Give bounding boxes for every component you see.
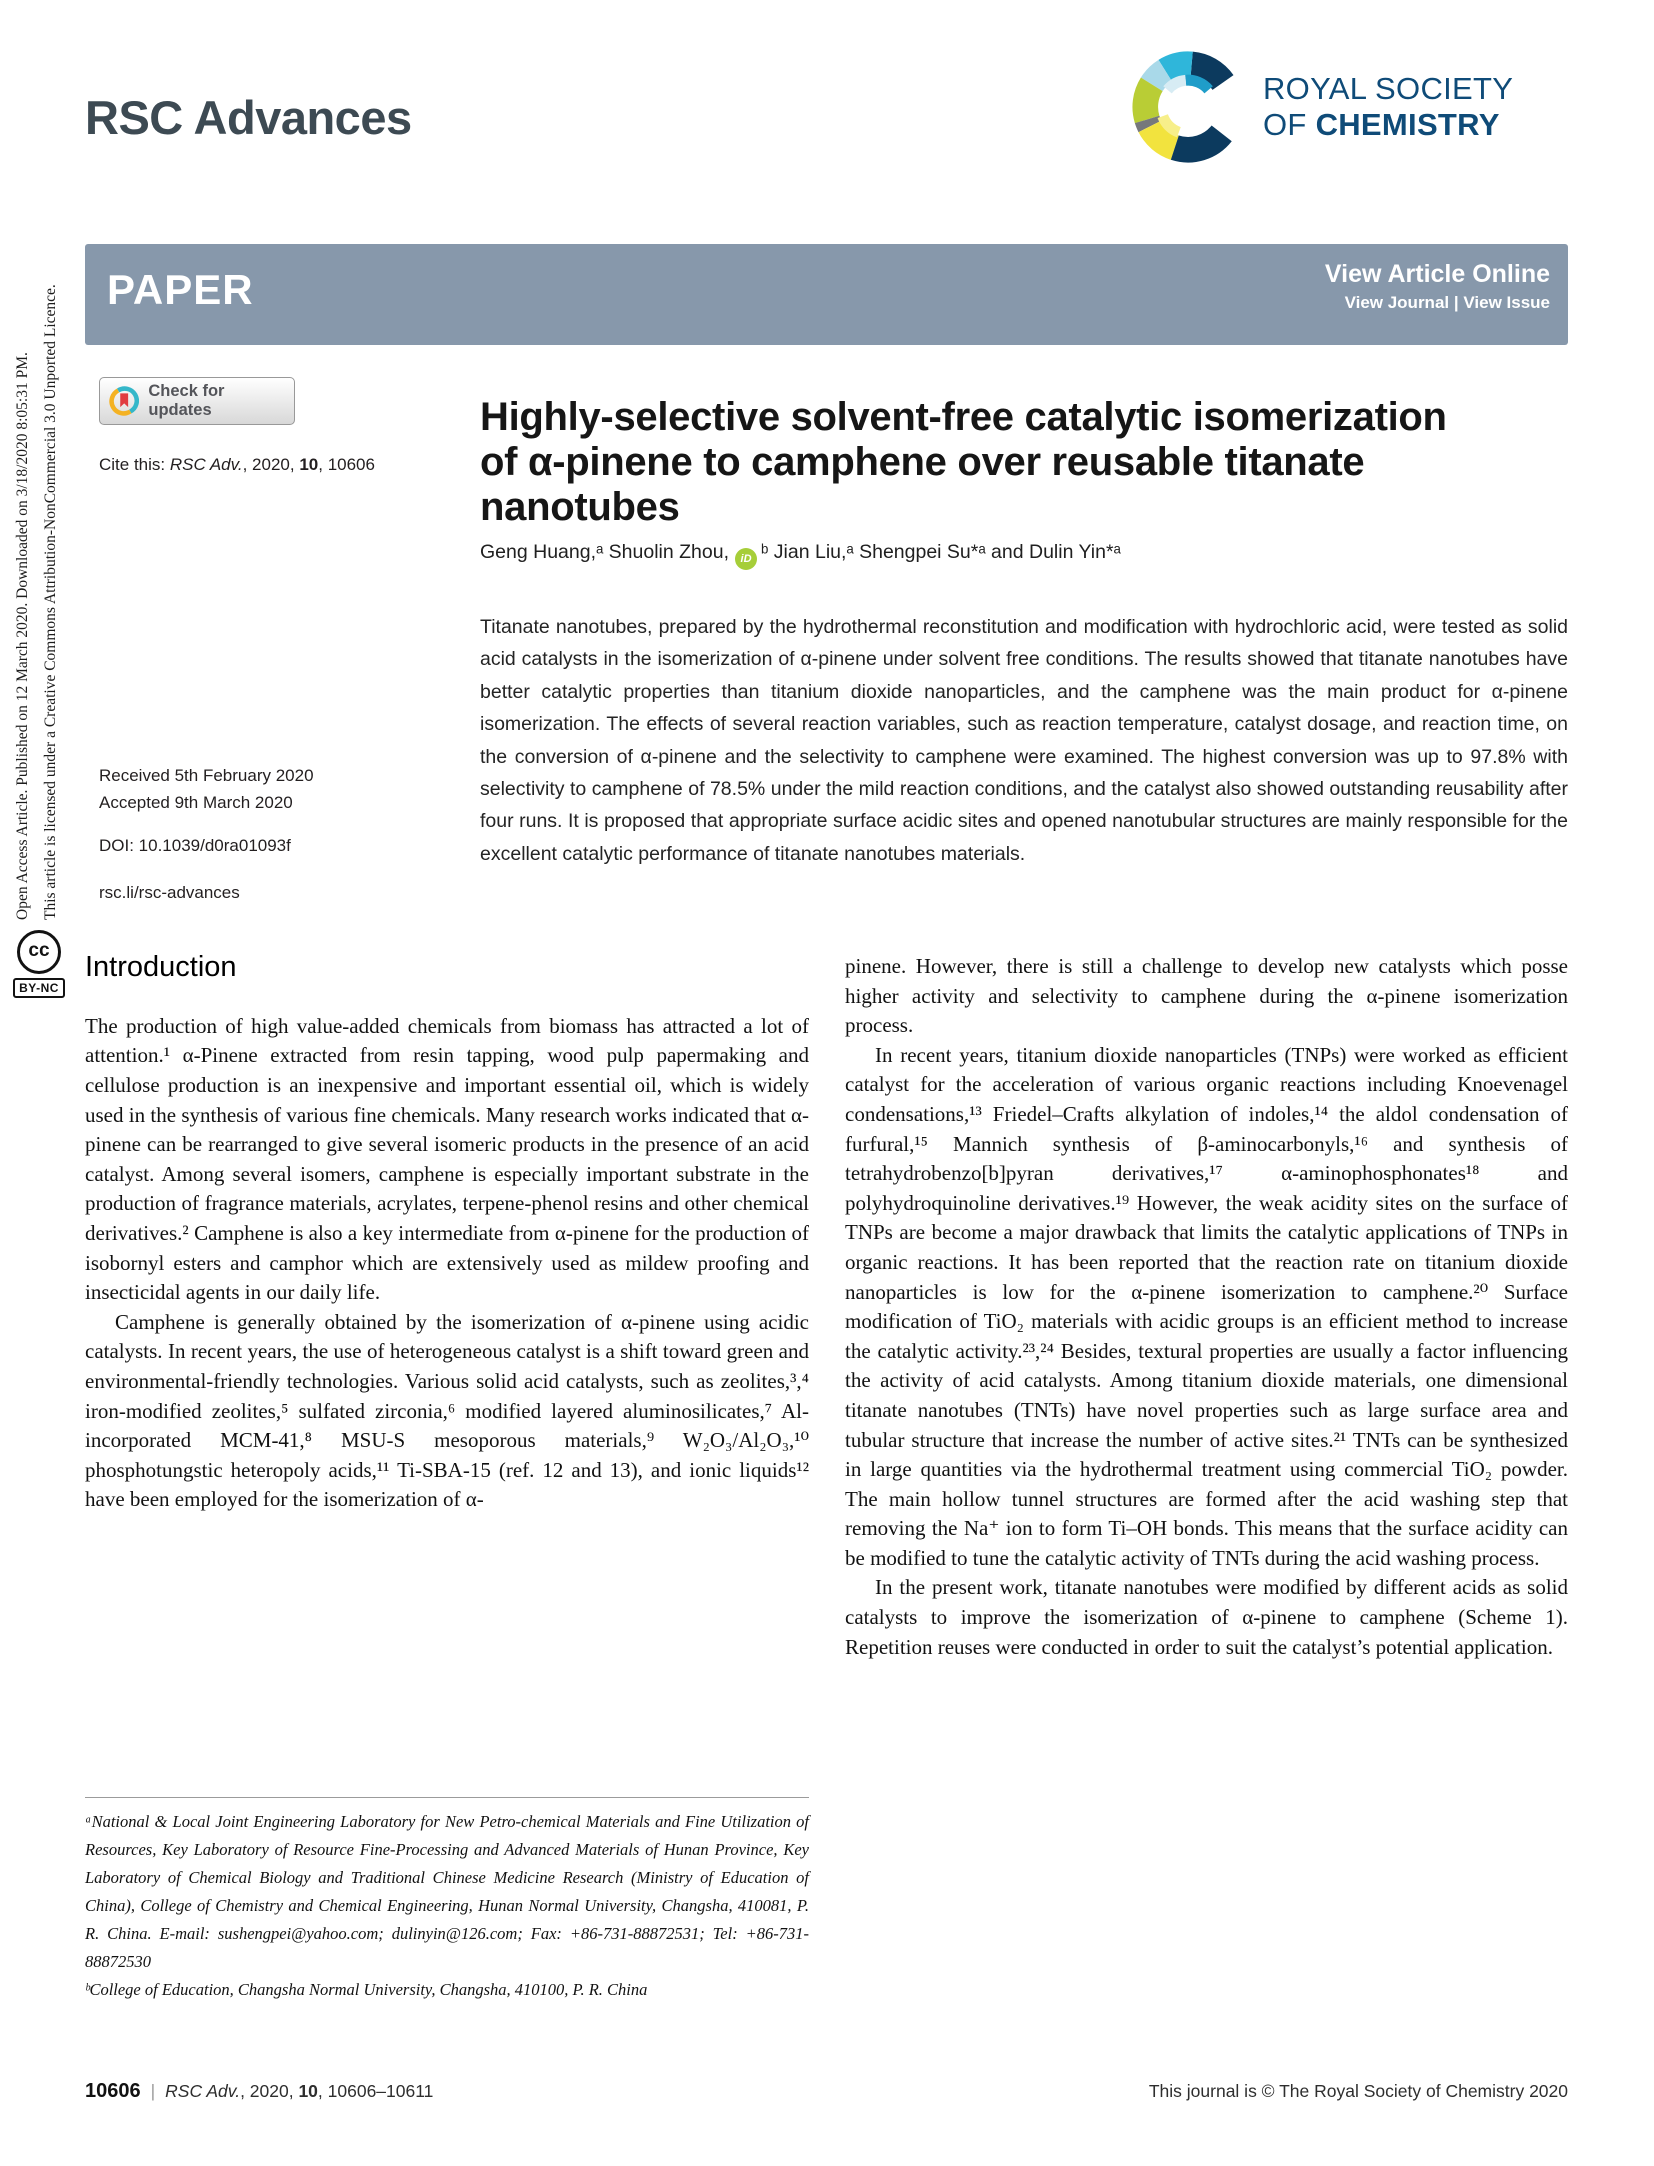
affiliations bbox=[85, 1797, 809, 2004]
check-for-updates-button[interactable] bbox=[99, 377, 295, 425]
intro-paragraph-5: In the present work, titanate nanotubes were modified by different acids as solid catalysts to improve the isomerization of α-pinene to camphene (Scheme 1). Repetition reuses were conducted in order to suit the catalyst’s potential application. bbox=[845, 1575, 1568, 1659]
view-links-divider: | bbox=[1453, 293, 1459, 312]
orcid-icon[interactable]: iD bbox=[735, 548, 757, 570]
view-journal-link[interactable]: View Journal bbox=[1344, 293, 1450, 312]
received-date: Received 5th February 2020 bbox=[99, 766, 314, 785]
rsc-logo-line1: ROYAL SOCIETY bbox=[1263, 71, 1514, 106]
accepted-date: Accepted 9th March 2020 bbox=[99, 793, 293, 812]
authors-rest: ᵇ Jian Liu,ᵃ Shengpei Su*ᵃ and Dulin Yin*ᵃ bbox=[761, 541, 1121, 563]
crossmark-icon bbox=[109, 385, 139, 417]
footer-citation bbox=[85, 2080, 433, 2103]
rsc-c-swirl-icon bbox=[1127, 46, 1249, 168]
license-statement: This article is licensed under a Creative Commons Attribution-NonCommercial 3.0 Unported Licence. bbox=[42, 284, 59, 920]
affiliation-a: ᵃNational & Local Joint Engineering Laboratory for New Petro-chemical Materials and Fine Utilization of Resources, Key Laboratory of Resource Fine-Processing and Advanced Materials of Hunan Province, Key Laboratory of Chemical Biology and Traditional Chinese Medicine Research (Ministry of Education of China), College of Chemistry and Chemical Engineering, Hunan Normal University, Changsha, 410081, P. R. China. E-mail: sushengpei@yahoo.com; dulinyin@126.com; Fax: +86-731-88872531; Tel: +86-731-88872530 bbox=[85, 1812, 809, 1971]
body-right-column bbox=[845, 952, 1568, 1662]
creative-commons-icon: cc bbox=[17, 930, 61, 974]
article-type-label: PAPER bbox=[107, 266, 254, 313]
footer-copyright: This journal is © The Royal Society of Chemistry 2020 bbox=[1148, 2081, 1568, 2101]
rsc-logo bbox=[1127, 46, 1513, 168]
footer-divider: | bbox=[150, 2081, 156, 2101]
section-heading-introduction: Introduction bbox=[85, 951, 237, 983]
view-links bbox=[1325, 293, 1550, 313]
cc-license-label: BY-NC bbox=[13, 978, 65, 998]
page-number: 10606 bbox=[85, 2080, 141, 2102]
article-title: Highly-selective solvent-free catalytic isomerization of α-pinene to camphene over reusable titanate nanotubes bbox=[480, 394, 1447, 529]
body-left-column bbox=[85, 952, 809, 1515]
rsc-logo-line2: OF CHEMISTRY bbox=[1263, 107, 1500, 142]
abstract: Titanate nanotubes, prepared by the hydrothermal reconstitution and modification with hydrochloric acid, were tested as solid acid catalysts in the isomerization of α-pinene under solvent free conditions. The results showed that titanate nanotubes have better catalytic properties than titanium dioxide nanoparticles, and the camphene was the main product for α-pinene isomerization. The effects of several reaction variables, such as reaction temperature, catalyst dosage, and reaction time, on the conversion of α-pinene and the selectivity to camphene were examined. The highest conversion was up to 97.8% with selectivity to camphene of 78.5% under the mild reaction conditions, and the catalyst also showed outstanding reusability after four runs. It is proposed that appropriate surface acidic sites and opened nanotubular structures are mainly responsible for the excellent catalytic performance of titanate nanotubes materials. bbox=[480, 616, 1568, 865]
doi: DOI: 10.1039/d0ra01093f bbox=[99, 836, 291, 855]
intro-paragraph-1: The production of high value-added chemicals from biomass has attracted a lot of attention.¹ α-Pinene extracted from resin tapping, wood pulp papermaking and cellulose production is an inexpensive and important essential oil, which is widely used in the synthesis of various fine chemicals. Many research works indicated that α-pinene can be rearranged to give several isomeric products in the presence of an acid catalyst. Among several isomers, camphene is especially important substrate in the production of fragrance materials, acrylates, terpene-phenol resins and other chemical derivatives.² Camphene is also a key intermediate from α-pinene for the production of isobornyl esters and camphor which are extensively used as mildew proofing and insecticidal agents in our daily life. bbox=[85, 1013, 809, 1305]
view-options bbox=[1325, 260, 1550, 313]
view-issue-link[interactable]: View Issue bbox=[1463, 293, 1550, 312]
intro-paragraph-4: In recent years, titanium dioxide nanoparticles (TNPs) were worked as efficient catalyst for the acceleration of various organic reactions including Knoevenagel condensations,¹³ Friedel–Crafts alkylation of indoles,¹⁴ the aldol condensation of furfural,¹⁵ Mannich synthesis of β-aminocarbonyls,¹⁶ and synthesis of tetrahydrobenzo[b]pyran derivatives,¹⁷ α-aminophosphonates¹⁸ and polyhydroquinoline derivatives.¹⁹ However, the weak acidity sites on the surface of TNPs are become a major drawback that limits the catalytic applications of TNPs in organic reactions. It has been reported that the reaction rate on titanium dioxide nanoparticles is low for the α-pinene isomerization to camphene.²⁰ Surface modification of TiO₂ materials with acidic groups is an efficient method to increase the catalytic activity.²³,²⁴ Besides, textural properties are usually a factor influencing the activity of acid catalysts. Among titanium dioxide materials, one dimensional titanate nanotubes (TNTs) have novel properties such as large surface area and tubular structure that increase the number of active sites.²¹ TNTs can be synthesized in large quantities via the hydrothermal treatment using commercial TiO₂ powder. The main hollow tunnel structures are formed after the acid washing step that removing the Na⁺ ion to form Ti–OH bonds. This means that the surface acidity can be modified to tune the catalytic activity of TNTs during the acid washing process. bbox=[845, 1042, 1568, 1570]
authors-first: Geng Huang,ᵃ Shuolin Zhou, bbox=[480, 541, 730, 563]
citation-line: Cite this: RSC Adv., 2020, 10, 10606 bbox=[99, 455, 375, 474]
received-accepted bbox=[99, 762, 314, 816]
rsc-link[interactable]: rsc.li/rsc-advances bbox=[99, 883, 240, 902]
view-article-online-link[interactable]: View Article Online bbox=[1324, 260, 1550, 288]
affiliation-b: ᵇCollege of Education, Changsha Normal University, Changsha, 410100, P. R. China bbox=[85, 1980, 648, 1999]
page-footer bbox=[85, 2080, 1568, 2103]
cc-by-nc-badge[interactable] bbox=[8, 930, 70, 998]
rsc-logo-text bbox=[1263, 71, 1513, 143]
footer-journal-ref: RSC Adv., 2020, 10, 10606–10611 bbox=[165, 2081, 434, 2101]
journal-title: RSC Advances bbox=[85, 91, 412, 144]
intro-paragraph-2: Camphene is generally obtained by the isomerization of α-pinene using acidic catalysts. In recent years, the use of heterogeneous catalyst is a shift toward green and environmental-friendly technologies. Various solid acid catalysts, such as zeolites,³,⁴ iron-modified zeolites,⁵ sulfated zirconia,⁶ modified layered aluminosilicates,⁷ Al-incorporated MCM-41,⁸ MSU-S mesoporous materials,⁹ W₂O₃/Al₂O₃,¹⁰ phosphotungstic heteropoly acids,¹¹ Ti-SBA-15 (ref. 12 and 13), and ionic liquids¹² have been employed for the isomerization of α- bbox=[85, 1309, 809, 1512]
intro-paragraph-3: pinene. However, there is still a challenge to develop new catalysts which posse higher activity and selectivity to camphene during the α-pinene isomerization process. bbox=[845, 954, 1568, 1038]
open-access-statement: Open Access Article. Published on 12 March 2020. Downloaded on 3/18/2020 8:05:31 PM. bbox=[14, 352, 31, 920]
article-type-banner bbox=[85, 244, 1568, 345]
author-line bbox=[480, 541, 1121, 570]
check-for-updates-label: Check for updates bbox=[148, 382, 225, 419]
